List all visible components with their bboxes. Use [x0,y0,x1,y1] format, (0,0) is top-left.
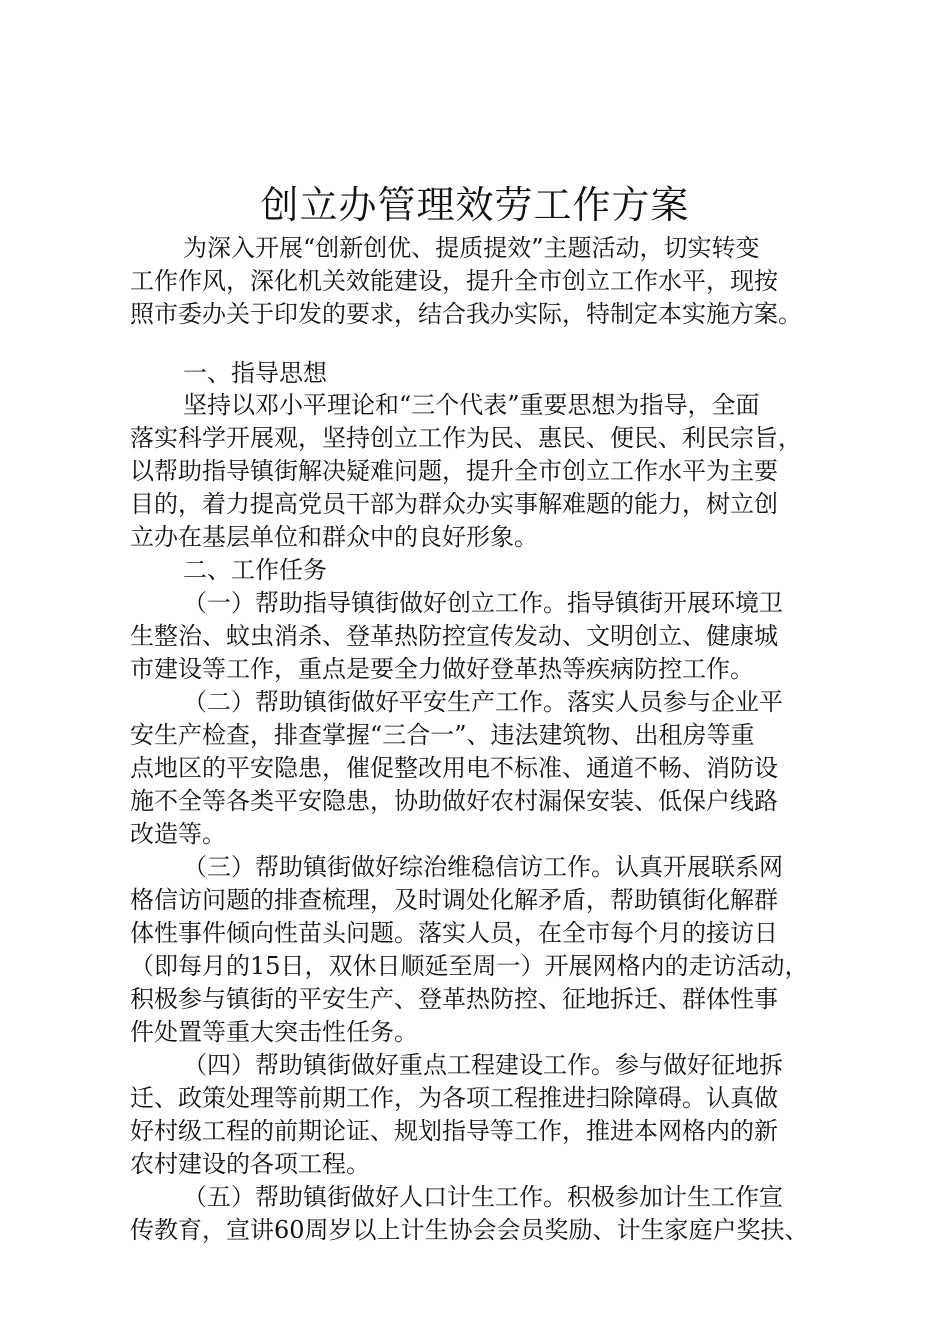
paragraph-line: 迁、政策处理等前期工作，为各项工程推进扫除障碍。认真做 [130,1084,778,1112]
paragraph-line: （四）帮助镇街做好重点工程建设工作。参与做好征地拆 [183,1051,783,1079]
paragraph-line: （一）帮助指导镇街做好创立工作。指导镇街开展环境卫 [183,589,783,617]
paragraph-line: 件处置等重大突击性任务。 [130,1018,418,1046]
paragraph-line: 为深入开展“创新创优、提质提效”主题活动，切实转变 [183,234,760,262]
paragraph-line: 坚持以邓小平理论和“三个代表”重要思想为指导，全面 [183,391,760,419]
paragraph-line: 立办在基层单位和群众中的良好形象。 [130,523,538,551]
document-title: 创立办管理效劳工作方案 [260,183,690,227]
paragraph-line: 工作作风，深化机关效能建设，提升全市创立工作水平，现按 [130,267,778,295]
paragraph-line: 市建设等工作，重点是要全力做好登革热等疾病防控工作。 [130,655,754,683]
paragraph-line: 施不全等各类平安隐患，协助做好农村漏保安装、低保户线路 [130,787,778,815]
paragraph-line: （三）帮助镇街做好综治维稳信访工作。认真开展联系网 [183,853,783,881]
paragraph-line: （即每月的15日，双休日顺延至周一）开展网格内的走访活动， [130,952,809,980]
paragraph-line: 生整治、蚊虫消杀、登革热防控宣传发动、文明创立、健康城 [130,622,778,650]
paragraph-line: 好村级工程的前期论证、规划指导等工作，推进本网格内的新 [130,1117,778,1145]
paragraph-line: 改造等。 [130,820,226,848]
paragraph-line: 积极参与镇街的平安生产、登革热防控、征地拆迁、群体性事 [130,985,778,1013]
paragraph-line: 传教育，宣讲60周岁以上计生协会会员奖励、计生家庭户奖扶、 [130,1216,809,1244]
paragraph-line: 点地区的平安隐患，催促整改用电不标准、通道不畅、消防设 [130,754,778,782]
section-heading: 一、指导思想 [183,359,327,387]
paragraph-line: 格信访问题的排查梳理，及时调处化解矛盾，帮助镇街化解群 [130,886,778,914]
paragraph-line: （五）帮助镇街做好人口计生工作。积极参加计生工作宣 [183,1183,783,1211]
paragraph-line: 以帮助指导镇街解决疑难问题，提升全市创立工作水平为主要 [130,457,778,485]
section-heading: 二、工作任务 [183,556,327,584]
paragraph-line: 目的，着力提高党员干部为群众办实事解难题的能力，树立创 [130,490,778,518]
paragraph-line: 农村建设的各项工程。 [130,1150,370,1178]
paragraph-line: 体性事件倾向性苗头问题。落实人员，在全市每个月的接访日 [130,919,778,947]
paragraph-line: （二）帮助镇街做好平安生产工作。落实人员参与企业平 [183,688,783,716]
paragraph-line: 落实科学开展观，坚持创立工作为民、惠民、便民、利民宗旨， [130,424,802,452]
paragraph-line: 安生产检查，排查掌握“三合一”、违法建筑物、出租房等重 [130,721,755,749]
paragraph-line: 照市委办关于印发的要求，结合我办实际，特制定本实施方案。 [130,300,802,328]
